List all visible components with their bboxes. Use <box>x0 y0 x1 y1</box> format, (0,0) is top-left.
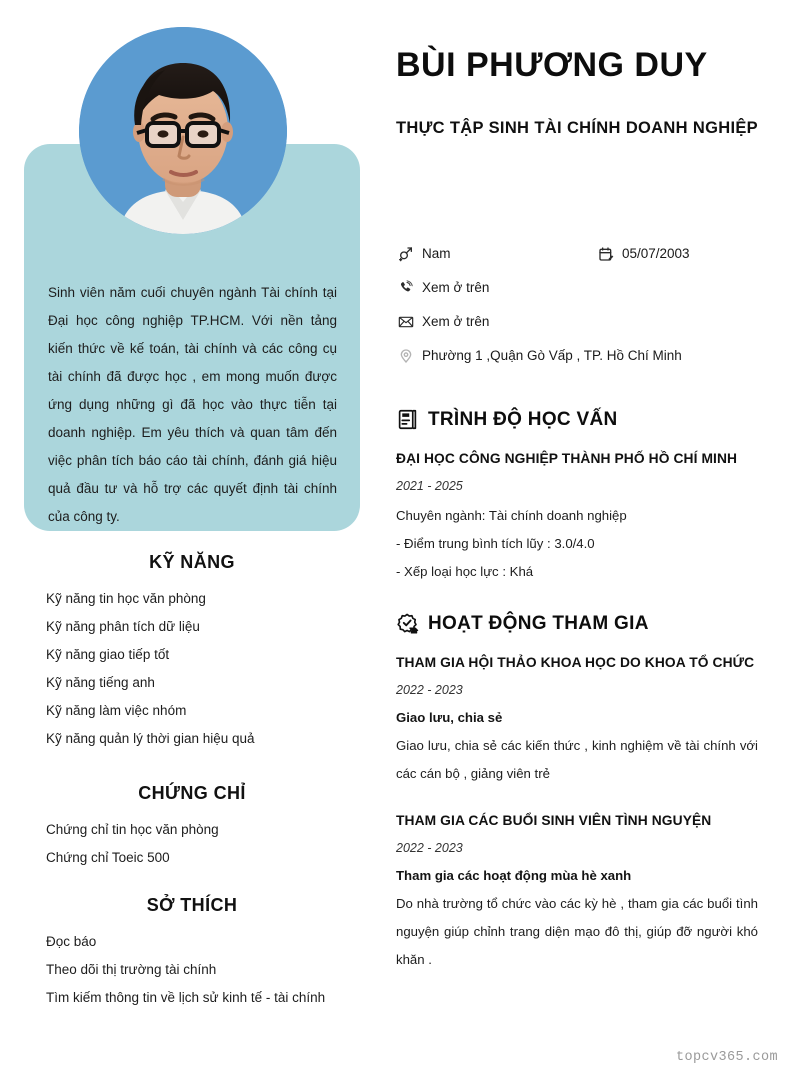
activities-heading: HOẠT ĐỘNG THAM GIA <box>428 612 649 634</box>
right-column <box>396 0 776 1079</box>
activity-description: Giao lưu, chia sẻ các kiến thức , kinh nghiệm về tài chính với các cán bộ , giảng viên trẻ <box>396 738 758 781</box>
education-heading-row <box>396 408 758 431</box>
left-column <box>0 0 384 1079</box>
skills-list <box>24 585 360 753</box>
activity-description: Do nhà trường tổ chức vào các kỳ hè , tham gia các buổi tình nguyện giúp chỉnh trang diện mạo đô thị, giúp đỡ người khó khăn . <box>396 896 758 967</box>
calendar-edit-icon <box>596 244 615 263</box>
activity-title: THAM GIA HỘI THẢO KHOA HỌC DO KHOA TỔ CHỨC <box>396 655 755 670</box>
certificates-list <box>24 816 360 872</box>
page-title: BÙI PHƯƠNG DUY <box>396 46 708 84</box>
avatar <box>79 27 287 234</box>
education-section <box>396 408 758 586</box>
envelope-icon <box>396 312 415 331</box>
activity-role: Giao lưu, chia sẻ <box>396 710 503 725</box>
job-title: THỰC TẬP SINH TÀI CHÍNH DOANH NGHIỆP <box>396 119 758 137</box>
profile-summary-text: Sinh viên năm cuối chuyên ngành Tài chính tại Đại học công nghiệp TP.HCM. Với nền tảng kiến thức về kế toán, tài chính và các công cụ tài chính đã được học , em mong muốn được ứng dụng những gì đã học vào thực tiễn tại doanh nghiệp. Em yêu thích và quan tâm đến việc phân tích báo cáo tài chính, đánh giá hiệu quả đầu tư và hỗ trợ các quyết định tài chính của công ty. <box>48 284 337 524</box>
list-item: Đọc báo <box>46 934 97 949</box>
contact-gender <box>396 244 596 263</box>
activity-title: THAM GIA CÁC BUỔI SINH VIÊN TÌNH NGUYỆN <box>396 813 712 828</box>
activity-role: Tham gia các hoạt động mùa hè xanh <box>396 868 632 883</box>
badge-check-icon <box>396 612 419 635</box>
list-item: Kỹ năng tiếng anh <box>46 675 155 690</box>
list-item: Chứng chỉ Toeic 500 <box>46 850 170 865</box>
contact-address-value: Phường 1 ,Quận Gò Vấp , TP. Hồ Chí Minh <box>422 348 682 363</box>
list-item: Chứng chỉ tin học văn phòng <box>46 822 219 837</box>
list-item: Tìm kiếm thông tin về lịch sử kinh tế - tài chính <box>46 990 326 1005</box>
education-gpa: - Điểm trung bình tích lũy : 3.0/4.0 <box>396 536 595 551</box>
hobbies-section <box>24 895 360 1012</box>
activity-entry <box>396 652 758 788</box>
contact-block <box>396 244 776 380</box>
education-heading: TRÌNH ĐỘ HỌC VẤN <box>428 408 618 430</box>
contact-phone-value: Xem ở trên <box>422 280 490 295</box>
list-item: Theo dõi thị trường tài chính <box>46 962 217 977</box>
education-school: ĐẠI HỌC CÔNG NGHIỆP THÀNH PHỐ HỒ CHÍ MINH <box>396 451 738 466</box>
education-date: 2021 - 2025 <box>396 479 463 493</box>
education-major: Chuyên ngành: Tài chính doanh nghiệp <box>396 508 627 523</box>
activities-heading-row <box>396 612 758 635</box>
education-entry <box>396 448 758 586</box>
contact-row <box>396 346 776 366</box>
list-item: Kỹ năng làm việc nhóm <box>46 703 187 718</box>
contact-birthday-value: 05/07/2003 <box>622 246 690 261</box>
list-item: Kỹ năng phân tích dữ liệu <box>46 619 200 634</box>
activities-section <box>396 612 758 974</box>
list-item: Kỹ năng quản lý thời gian hiệu quả <box>46 731 255 746</box>
skills-section <box>24 552 360 753</box>
education-rank: - Xếp loại học lực : Khá <box>396 564 534 579</box>
contact-phone <box>396 278 489 297</box>
portrait-photo <box>79 27 287 234</box>
phone-icon <box>396 278 415 297</box>
list-item: Kỹ năng tin học văn phòng <box>46 591 206 606</box>
contact-birthday <box>596 244 690 263</box>
contact-row <box>396 278 776 298</box>
certificates-section <box>24 783 360 872</box>
hobbies-heading: SỞ THÍCH <box>146 895 238 915</box>
activity-entry <box>396 810 758 974</box>
certificates-heading: CHỨNG CHỈ <box>138 783 246 803</box>
contact-gender-value: Nam <box>422 246 451 261</box>
contact-row <box>396 312 776 332</box>
activity-date: 2022 - 2023 <box>396 841 463 855</box>
contact-email-value: Xem ở trên <box>422 314 490 329</box>
list-item: Kỹ năng giao tiếp tốt <box>46 647 170 662</box>
contact-email <box>396 312 489 331</box>
hobbies-list <box>24 928 360 1012</box>
skills-heading: KỸ NĂNG <box>149 552 235 572</box>
contact-row <box>396 244 776 264</box>
book-icon <box>396 408 419 431</box>
watermark: topcv365.com <box>675 1050 778 1065</box>
gender-icon <box>396 244 415 263</box>
contact-address <box>396 346 682 365</box>
activity-date: 2022 - 2023 <box>396 683 463 697</box>
location-pin-icon <box>396 346 415 365</box>
